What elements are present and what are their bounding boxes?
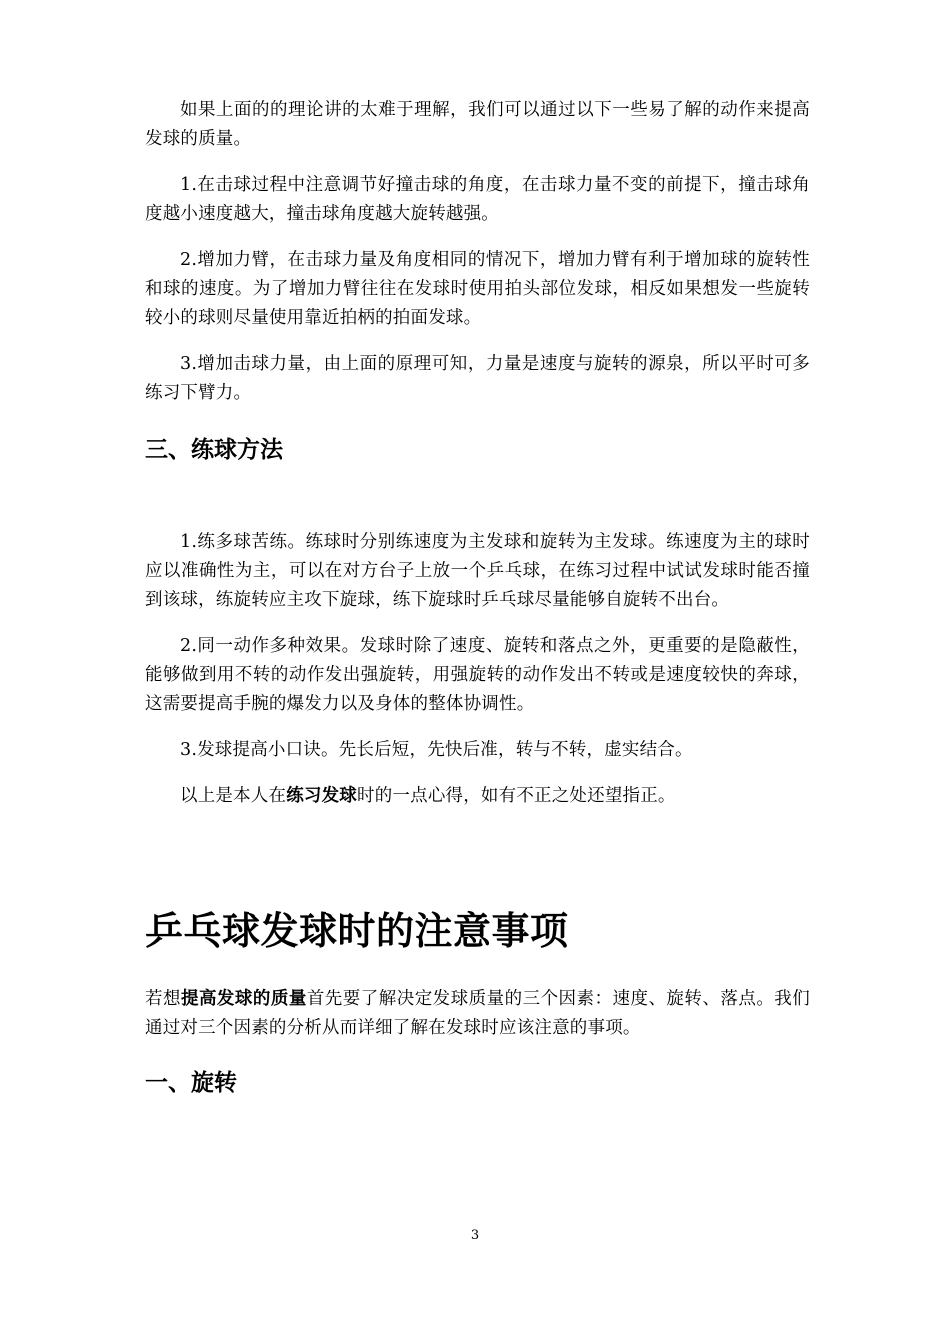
section-1-heading: 一、旋转: [145, 1070, 237, 1096]
closing-paragraph: [145, 782, 810, 811]
tip-2-paragraph: 2.增加力臂，在击球力量及角度相同的情况下，增加力臂有利于增加球的旋转性和球的速度。为了增加力臂往往在发球时使用拍头部位发球，相反如果想发一些旋转较小的球则尽量使用靠近拍柄的拍面发球。: [145, 250, 810, 328]
article-title: 乒乓球发球时的注意事项: [145, 909, 569, 953]
page-number: 3: [470, 1228, 480, 1243]
practice-2-paragraph: 2.同一动作多种效果。发球时除了速度、旋转和落点之外，更重要的是隐蔽性，能够做到用不转的动作发出强旋转，用强旋转的动作发出不转或是速度较快的奔球，这需要提高手腕的爆发力以及身体的整体协调性。: [145, 636, 810, 714]
page-content: [145, 96, 810, 1099]
article-intro-bold-keyword: 提高发球的质量: [180, 989, 307, 1009]
article-intro-before: 若想: [145, 989, 181, 1009]
closing-text-after: 时的一点心得，如有不正之处还望指正。: [357, 786, 676, 806]
practice-1-paragraph: 1.练多球苦练。练球时分别练速度为主发球和旋转为主发球。练速度为主的球时应以准确性为主，可以在对方台子上放一个乒乓球，在练习过程中试试发球时能否撞到该球，练旋转应主攻下旋球，练下旋球时乒乓球尽量能够自旋转不出台。: [145, 532, 810, 610]
tip-1-paragraph: 1.在击球过程中注意调节好撞击球的角度，在击球力量不变的前提下，撞击球角度越小速度越大，撞击球角度越大旋转越强。: [145, 175, 810, 224]
closing-text-before: 以上是本人在: [180, 786, 287, 806]
section-3-heading: 三、练球方法: [145, 437, 283, 463]
closing-bold-keyword: 练习发球: [286, 786, 358, 806]
intro-paragraph: 如果上面的的理论讲的太难于理解，我们可以通过以下一些易了解的动作来提高发球的质量。: [145, 100, 810, 149]
article-intro-after: 首先要了解决定发球质量的三个因素：速度、旋转、落点。我们通过对三个因素的分析从而详细了解在发球时应该注意的事项。: [145, 989, 810, 1038]
article-intro-paragraph: [145, 985, 810, 1043]
tip-3-paragraph: 3.增加击球力量，由上面的原理可知，力量是速度与旋转的源泉，所以平时可多练习下臂力。: [145, 354, 810, 403]
practice-3-paragraph: 3.发球提高小口诀。先长后短，先快后准，转与不转，虚实结合。: [180, 740, 693, 760]
